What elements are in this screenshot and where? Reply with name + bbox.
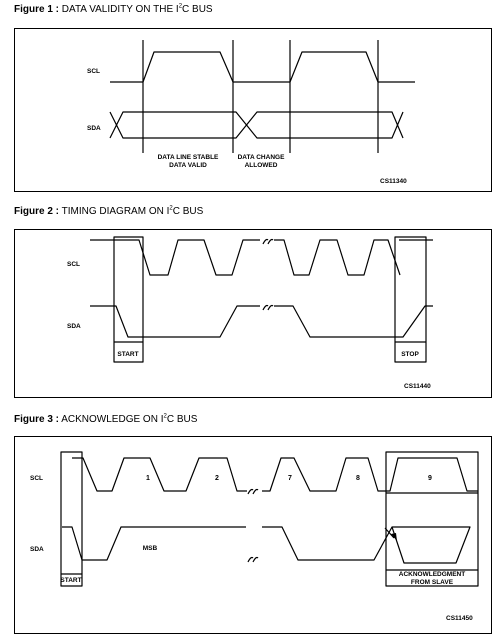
fig2-stop-label: STOP [401,351,419,358]
fig1-scl-label: SCL [87,68,100,75]
fig3-pulse-label-8: 8 [356,475,360,482]
fig2-start-box [114,237,143,362]
fig3-pulse-label-9: 9 [428,475,432,482]
fig1-marker-lines [143,40,378,153]
fig2-break-marks [263,240,273,311]
fig3-code: CS11450 [446,615,473,622]
fig3-pulse-label-1: 1 [146,475,150,482]
fig3-sda-label: SDA [30,546,44,553]
fig3-ack-label: ACKNOWLEDGMENT [398,571,466,578]
fig1-sda-label: SDA [87,125,101,132]
figure-2-title: Figure 2 : TIMING DIAGRAM ON $I^2C$ BUS [14,205,204,217]
fig3-scl-waveform [72,458,478,491]
figure-3-title: Figure 3 : ACKNOWLEDGE ON $I^2C$ BUS [14,413,198,425]
fig3-pulse-label-7: 7 [288,475,292,482]
fig3-from-slave-label: FROM SLAVE [410,579,454,586]
fig2-scl-label: SCL [67,261,80,268]
fig3-start-box [61,452,82,586]
fig2-start-label: START [117,351,139,358]
fig3-start-label: START [60,577,82,584]
fig1-data-valid-label: DATA VALID [169,162,207,169]
fig2-stop-box [395,237,426,362]
fig3-sda-waveform [62,527,470,563]
fig3-break-marks [248,490,258,563]
fig1-allowed-label: ALLOWED [244,162,278,169]
fig1-scl-waveform [110,52,415,82]
fig3-scl-label: SCL [30,475,43,482]
figure-1-title: Figure 1 : DATA VALIDITY ON THE $I^2C$ BUS [14,3,213,15]
fig2-sda-label: SDA [67,323,81,330]
fig3-pulse-label-2: 2 [215,475,219,482]
fig2-scl-waveform [90,240,433,275]
fig3-msb-label: MSB [142,545,158,552]
fig3-ack-box [386,452,478,586]
fig1-sda-waveform [110,112,403,138]
fig1-data-stable-label: DATA LINE STABLE [157,154,219,161]
fig2-code: CS11440 [404,383,431,390]
fig1-code: CS11340 [380,178,407,185]
fig1-data-change-label: DATA CHANGE [237,154,285,161]
fig2-sda-waveform [90,306,433,337]
fig3-arrowhead [391,533,397,541]
